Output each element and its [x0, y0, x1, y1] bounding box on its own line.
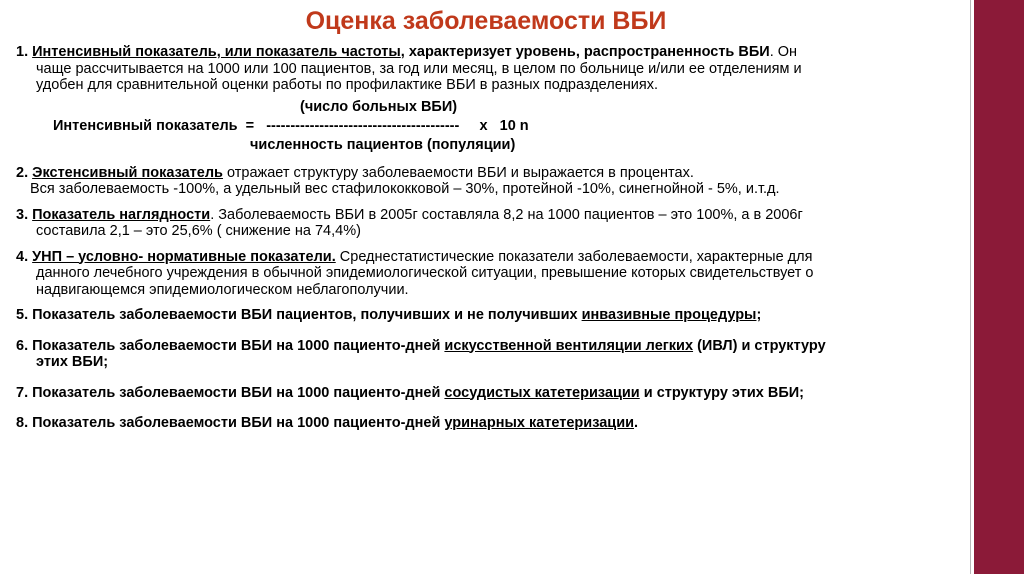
- slide-title: Оценка заболеваемости ВБИ: [305, 7, 667, 35]
- item-line: [16, 207, 956, 224]
- item-line: [16, 44, 956, 61]
- item-line: данного лечебного учреждения в обычной эпидемиологической ситуации, превышение которых свидетельствует о: [36, 265, 814, 281]
- item-line: чаще рассчитывается на 1000 или 100 пациентов, за год или месяц, в целом по больнице и/или ее отделениям и: [36, 60, 802, 77]
- item-intensive-indicator: [16, 44, 956, 94]
- item-visibility-indicator: [16, 207, 956, 240]
- item-underlined: искусственной вентиляции легких: [444, 337, 694, 354]
- item-rest: , характеризует уровень, распространенность ВБИ: [400, 44, 770, 60]
- item-underlined: инвазивные процедуры: [581, 307, 757, 323]
- item-invasive-procedures: [16, 307, 956, 324]
- item-text: 6. Показатель заболеваемости ВБИ на 1000 пациенто-дней: [16, 337, 445, 354]
- item-lead: УНП – условно- нормативные показатели.: [32, 248, 336, 265]
- formula-fraction-line: ----------------------------------------: [266, 117, 460, 134]
- slide-content: [16, 44, 956, 441]
- item-tail: (ИВЛ) и структуру: [693, 337, 826, 354]
- item-line: Вся заболеваемость -100%, а удельный вес стафилококковой – 30%, протейной -10%, синегнойной - 5%, и.т.д.: [30, 181, 780, 197]
- item-rest-tail: . Он: [769, 44, 798, 60]
- item-tail: и структуру этих ВБИ;: [639, 384, 805, 401]
- item-tail: ;: [756, 307, 762, 323]
- item-number: 4.: [16, 248, 29, 265]
- formula-numerator: (число больных ВБИ): [300, 98, 458, 115]
- item-underlined: сосудистых катетеризации: [444, 384, 640, 401]
- item-normative-indicators: [16, 249, 956, 299]
- item-line: надвигающемся эпидемиологическом неблагополучии.: [36, 281, 409, 298]
- formula-row: [16, 117, 956, 136]
- item-rest: Среднестатистические показатели заболеваемости, характерные для: [335, 248, 813, 265]
- formula-multiplier: х 10 n: [479, 117, 529, 134]
- item-lead: Интенсивный показатель, или показатель частоты: [32, 44, 401, 60]
- formula-label: Интенсивный показатель =: [53, 117, 255, 134]
- item-line: составила 2,1 – это 25,6% ( снижение на 74,4%): [36, 223, 361, 239]
- item-underlined: уринарных катетеризации: [444, 415, 635, 431]
- item-text: 7. Показатель заболеваемости ВБИ на 1000 пациенто-дней: [16, 384, 445, 401]
- item-lead: Показатель наглядности: [32, 206, 211, 223]
- item-line: [16, 338, 956, 355]
- intensive-indicator-formula: [16, 98, 956, 155]
- item-extensive-indicator: [16, 165, 956, 198]
- decorative-sidebar: [974, 0, 1024, 574]
- item-rest: . Заболеваемость ВБИ в 2005г составляла 8,2 на 1000 пациентов – это 100%, а в 2006г: [210, 206, 803, 223]
- item-lead: Экстенсивный показатель: [32, 164, 223, 181]
- item-text: 8. Показатель заболеваемости ВБИ на 1000 пациенто-дней: [16, 415, 445, 431]
- sidebar-divider: [970, 0, 971, 574]
- item-number: 1.: [16, 44, 29, 60]
- item-rest: отражает структуру заболеваемости ВБИ и выражается в процентах.: [222, 164, 694, 181]
- item-urinary-catheterization: [16, 415, 956, 432]
- item-tail: .: [634, 415, 639, 431]
- item-text: 5. Показатель заболеваемости ВБИ пациентов, получивших и не получивших: [16, 307, 582, 323]
- formula-denominator: численность пациентов (популяции): [250, 136, 516, 153]
- item-ventilation: [16, 338, 956, 371]
- item-line: [16, 165, 956, 182]
- item-line: этих ВБИ;: [36, 354, 109, 370]
- item-vascular-catheterization: [16, 385, 956, 402]
- item-line: [16, 249, 956, 266]
- item-number: 2.: [16, 164, 29, 181]
- item-line: удобен для сравнительной оценки работы по профилактике ВБИ в разных подразделениях.: [36, 77, 658, 93]
- item-number: 3.: [16, 206, 29, 223]
